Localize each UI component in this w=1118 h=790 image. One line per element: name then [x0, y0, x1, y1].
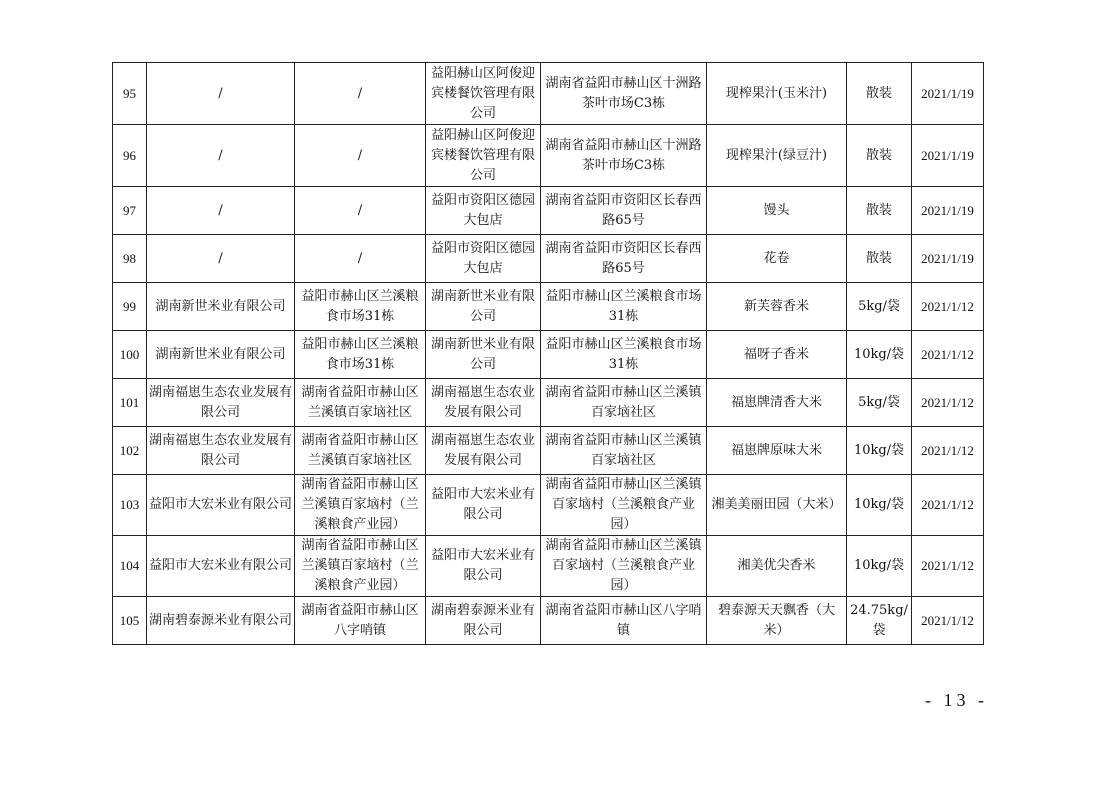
product-name-cell: 碧泰源天天飘香（大米）	[707, 597, 847, 645]
sampling-date-cell: 2021/1/12	[912, 597, 984, 645]
specification-cell: 10kg/袋	[847, 331, 912, 379]
row-number-cell: 100	[113, 331, 147, 379]
product-name-cell: 湘美优尖香米	[707, 536, 847, 597]
producer-name-cell: /	[147, 235, 295, 283]
producer-address-cell: /	[295, 235, 426, 283]
producer-name-cell: 湖南碧泰源米业有限公司	[147, 597, 295, 645]
sampling-date-cell: 2021/1/19	[912, 235, 984, 283]
table-row	[113, 536, 984, 597]
seller-name-cell: 益阳市大宏米业有限公司	[426, 536, 541, 597]
sampling-date-cell: 2021/1/12	[912, 427, 984, 475]
producer-address-cell: 益阳市赫山区兰溪粮食市场31栋	[295, 283, 426, 331]
sampling-date-cell: 2021/1/12	[912, 475, 984, 536]
producer-address-cell: 湖南省益阳市赫山区兰溪镇百家垴村（兰溪粮食产业园）	[295, 475, 426, 536]
table-row	[113, 63, 984, 125]
producer-name-cell: /	[147, 63, 295, 125]
row-number-cell: 103	[113, 475, 147, 536]
seller-address-cell: 湖南省益阳市赫山区兰溪镇百家垴村（兰溪粮食产业园）	[541, 536, 707, 597]
table-row	[113, 235, 984, 283]
sampling-date-cell: 2021/1/19	[912, 63, 984, 125]
table-row	[113, 187, 984, 235]
specification-cell: 10kg/袋	[847, 427, 912, 475]
seller-name-cell: 益阳市大宏米业有限公司	[426, 475, 541, 536]
specification-cell: 散装	[847, 63, 912, 125]
producer-name-cell: /	[147, 125, 295, 187]
row-number-cell: 97	[113, 187, 147, 235]
sampling-date-cell: 2021/1/12	[912, 536, 984, 597]
sampling-date-cell: 2021/1/19	[912, 187, 984, 235]
producer-name-cell: 益阳市大宏米业有限公司	[147, 536, 295, 597]
seller-address-cell: 湖南省益阳市资阳区长春西路65号	[541, 187, 707, 235]
page-number: - 13 -	[925, 690, 988, 710]
producer-address-cell: 湖南省益阳市赫山区兰溪镇百家垴社区	[295, 379, 426, 427]
row-number-cell: 105	[113, 597, 147, 645]
product-name-cell: 现榨果汁(绿豆汁)	[707, 125, 847, 187]
product-name-cell: 福崽牌清香大米	[707, 379, 847, 427]
producer-address-cell: /	[295, 187, 426, 235]
producer-address-cell: 湖南省益阳市赫山区八字哨镇	[295, 597, 426, 645]
seller-address-cell: 益阳市赫山区兰溪粮食市场31栋	[541, 331, 707, 379]
sampling-date-cell: 2021/1/12	[912, 331, 984, 379]
producer-address-cell: /	[295, 63, 426, 125]
seller-name-cell: 湖南福崽生态农业发展有限公司	[426, 379, 541, 427]
producer-name-cell: 湖南福崽生态农业发展有限公司	[147, 379, 295, 427]
product-name-cell: 现榨果汁(玉米汁)	[707, 63, 847, 125]
producer-name-cell: /	[147, 187, 295, 235]
sampling-table	[112, 62, 984, 645]
table-row	[113, 283, 984, 331]
producer-name-cell: 湖南福崽生态农业发展有限公司	[147, 427, 295, 475]
table-row	[113, 331, 984, 379]
product-name-cell: 福呀子香米	[707, 331, 847, 379]
specification-cell: 散装	[847, 235, 912, 283]
product-name-cell: 福崽牌原味大米	[707, 427, 847, 475]
sampling-date-cell: 2021/1/12	[912, 283, 984, 331]
specification-cell: 10kg/袋	[847, 536, 912, 597]
table-row	[113, 475, 984, 536]
seller-name-cell: 益阳市资阳区德园大包店	[426, 187, 541, 235]
specification-cell: 散装	[847, 187, 912, 235]
seller-name-cell: 湖南新世米业有限公司	[426, 283, 541, 331]
seller-name-cell: 益阳赫山区阿俊迎宾楼餐饮管理有限公司	[426, 125, 541, 187]
seller-name-cell: 益阳市资阳区德园大包店	[426, 235, 541, 283]
row-number-cell: 102	[113, 427, 147, 475]
specification-cell: 5kg/袋	[847, 283, 912, 331]
sampling-date-cell: 2021/1/19	[912, 125, 984, 187]
seller-address-cell: 湖南省益阳市赫山区兰溪镇百家垴社区	[541, 427, 707, 475]
seller-address-cell: 益阳市赫山区兰溪粮食市场31栋	[541, 283, 707, 331]
producer-address-cell: 湖南省益阳市赫山区兰溪镇百家垴社区	[295, 427, 426, 475]
row-number-cell: 95	[113, 63, 147, 125]
seller-name-cell: 湖南福崽生态农业发展有限公司	[426, 427, 541, 475]
row-number-cell: 99	[113, 283, 147, 331]
seller-address-cell: 湖南省益阳市赫山区十洲路茶叶市场C3栋	[541, 125, 707, 187]
product-name-cell: 新芙蓉香米	[707, 283, 847, 331]
product-name-cell: 馒头	[707, 187, 847, 235]
producer-address-cell: 益阳市赫山区兰溪粮食市场31栋	[295, 331, 426, 379]
specification-cell: 散装	[847, 125, 912, 187]
table-row	[113, 125, 984, 187]
product-name-cell: 花卷	[707, 235, 847, 283]
specification-cell: 24.75kg/袋	[847, 597, 912, 645]
seller-address-cell: 湖南省益阳市赫山区兰溪镇百家垴村（兰溪粮食产业园）	[541, 475, 707, 536]
row-number-cell: 96	[113, 125, 147, 187]
table-row	[113, 379, 984, 427]
producer-address-cell: 湖南省益阳市赫山区兰溪镇百家垴村（兰溪粮食产业园）	[295, 536, 426, 597]
seller-name-cell: 湖南新世米业有限公司	[426, 331, 541, 379]
specification-cell: 5kg/袋	[847, 379, 912, 427]
seller-address-cell: 湖南省益阳市赫山区兰溪镇百家垴社区	[541, 379, 707, 427]
product-name-cell: 湘美美丽田园（大米）	[707, 475, 847, 536]
row-number-cell: 101	[113, 379, 147, 427]
sampling-date-cell: 2021/1/12	[912, 379, 984, 427]
producer-name-cell: 益阳市大宏米业有限公司	[147, 475, 295, 536]
row-number-cell: 104	[113, 536, 147, 597]
producer-name-cell: 湖南新世米业有限公司	[147, 331, 295, 379]
table-row	[113, 597, 984, 645]
row-number-cell: 98	[113, 235, 147, 283]
specification-cell: 10kg/袋	[847, 475, 912, 536]
seller-name-cell: 湖南碧泰源米业有限公司	[426, 597, 541, 645]
seller-address-cell: 湖南省益阳市资阳区长春西路65号	[541, 235, 707, 283]
producer-name-cell: 湖南新世米业有限公司	[147, 283, 295, 331]
seller-address-cell: 湖南省益阳市赫山区八字哨镇	[541, 597, 707, 645]
table-row	[113, 427, 984, 475]
seller-name-cell: 益阳赫山区阿俊迎宾楼餐饮管理有限公司	[426, 63, 541, 125]
seller-address-cell: 湖南省益阳市赫山区十洲路茶叶市场C3栋	[541, 63, 707, 125]
producer-address-cell: /	[295, 125, 426, 187]
